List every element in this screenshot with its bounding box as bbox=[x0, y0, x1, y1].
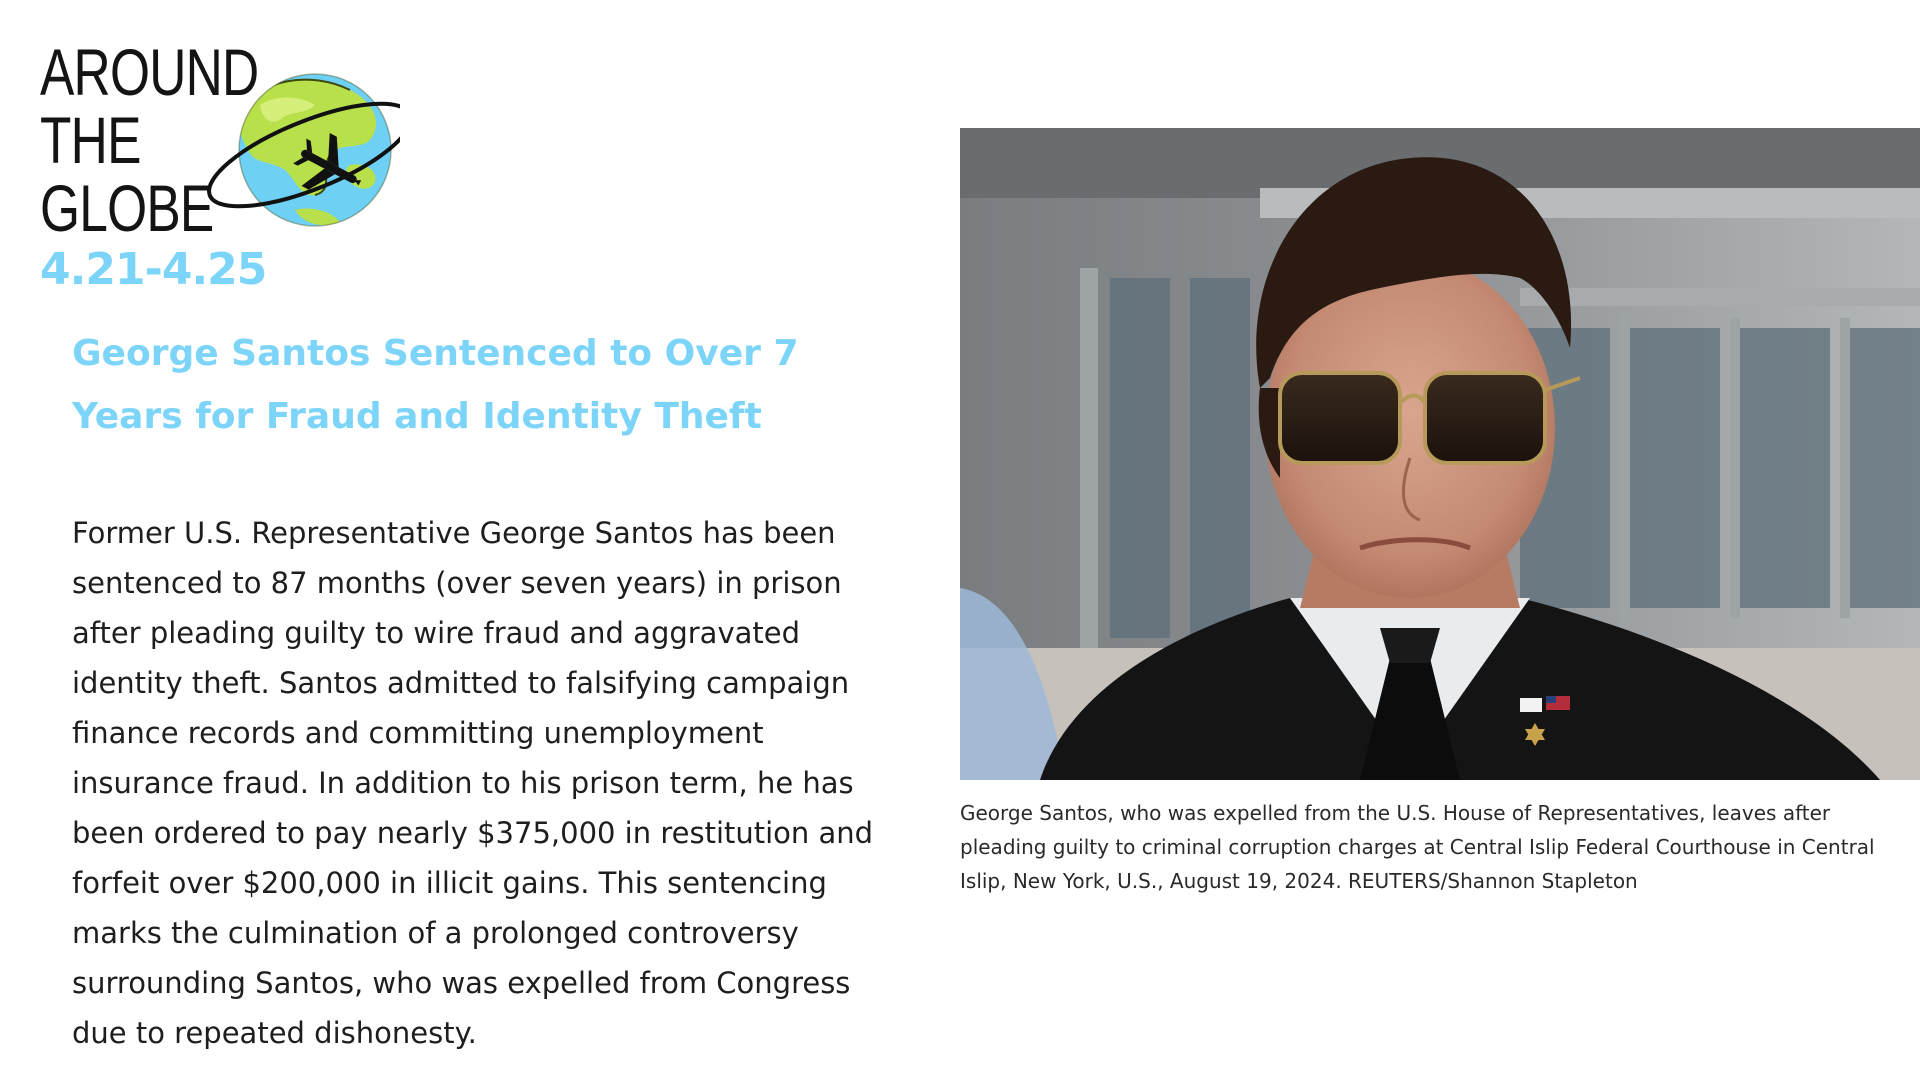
article-headline: George Santos Sentenced to Over 7 Years for Fraud and Identity Theft bbox=[72, 333, 799, 437]
logo-line-around: AROUND bbox=[40, 35, 259, 109]
logo-line-the: THE bbox=[40, 103, 141, 177]
logo-line-globe: GLOBE bbox=[40, 171, 214, 245]
photo-caption: George Santos, who was expelled from the U.S. House of Representatives, leaves after pleading guilty to criminal corruption charges at Central Islip Federal Courthouse in Central Islip, New York, U.S., August 19, 2024. REUTERS/Shannon Stapleton bbox=[960, 801, 1875, 893]
article-body: Former U.S. Representative George Santos has been sentenced to 87 months (over seven years) in prison after pleading guilty to wire fraud and aggravated identity theft. Santos admitted to falsifying campaign finance records and committing unemployment insurance fraud. In addition to his prison term, he has been ordered to pay nearly $375,000 in restitution and forfeit over $200,000 in illicit gains. This sentencing marks the culmination of a prolonged controversy surrounding Santos, who was expelled from Congress due to repeated dishonesty. bbox=[72, 516, 874, 1050]
globe-with-airplane-icon bbox=[200, 70, 400, 240]
date-range: 4.21-4.25 bbox=[40, 244, 267, 295]
news-photo bbox=[960, 128, 1920, 780]
